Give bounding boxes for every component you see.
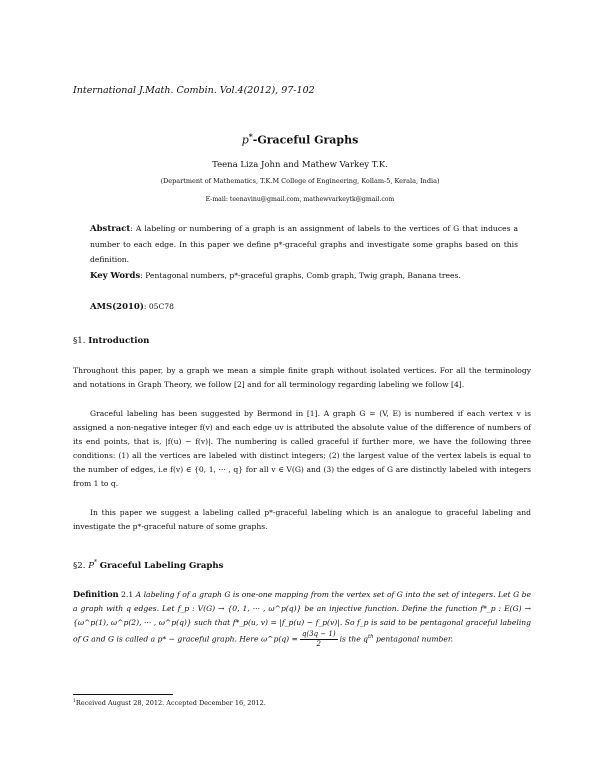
paragraph-1: Throughout this paper, by a graph we mean a simple finite graph without isolated vertices. For all the terminology and notations in Graph Theory, we follow [2] and for all terminology regarding labeling we follow [4]. <box>73 366 531 389</box>
paper-title <box>0 132 600 147</box>
ams-classification <box>90 302 174 312</box>
journal-header: International J.Math. Combin. Vol.4(2012), 97-102 <box>73 85 315 96</box>
pentagonal-fraction <box>300 630 338 649</box>
keywords <box>90 268 518 284</box>
title-sup: * <box>248 132 253 141</box>
paragraph-3-text: In this paper we suggest a labeling called p*-graceful labeling which is an analogue to graceful labeling and investigate the p*-graceful nature of some graphs. <box>73 508 531 531</box>
definition-number: 2.1 <box>121 590 134 599</box>
paragraph-3 <box>73 506 531 534</box>
definition-text-2: is the q <box>339 634 369 644</box>
definition-2-1 <box>73 587 531 649</box>
fraction-numerator: q(3q − 1) <box>301 630 336 639</box>
section1-number: §1. <box>73 336 86 346</box>
authors: Teena Liza John and Mathew Varkey T.K. <box>212 160 388 170</box>
section1-title: Introduction <box>88 336 150 346</box>
abstract-label: Abstract <box>90 224 131 234</box>
keywords-label: Key Words <box>90 271 141 281</box>
definition-sup: th <box>368 634 374 640</box>
ams-label: AMS(2010) <box>90 302 144 312</box>
abstract-text: : A labeling or numbering of a graph is an assignment of labels to the vertices of G that induces a number to each edge. In this paper we define p*-graceful graphs and investigate some graphs based on this definition. <box>90 224 518 264</box>
section-heading-2 <box>73 559 224 571</box>
paragraph-2 <box>73 407 531 491</box>
title-p: p <box>241 133 249 147</box>
footnote <box>73 699 266 707</box>
definition-text-1: A labeling f of a graph G is one-one mapping from the vertex set of G into the set of integers. Let G be a graph with q edges. Let f_p : V(G) → {0, 1, ··· , ω^p(q)} be an injective function. Define the function f*_p : E(G) → {ω^p(1), ω^p(2), ··· , ω^p(q)} such that f*_p(u, v) = |f_p(u) − f_p(v)|. So f_p is said to be pentagonal graceful labeling of G and G is called a p* − graceful graph. Here ω^p(q) = <box>73 590 531 644</box>
paragraph-2-text: Graceful labeling has been suggested by Bermond in [1]. A graph G = (V, E) is numbered if each vertex v is assigned a non-negative integer f(v) and each edge uv is attributed the absolute value of the difference of numbers of its end points, that is, |f(u) − f(v)|. The numbering is called graceful if further more, we have the following three conditions: (1) all the vertices are labeled with distinct integers; (2) the largest value of the vertex labels is equal to the number of edges, i.e f(v) ∈ {0, 1, ··· , q} for all v ∈ V(G) and (3) the edges of G are distinctly labeled with integers from 1 to q. <box>73 409 531 488</box>
section2-title: Graceful Labeling Graphs <box>99 560 224 571</box>
footnote-mark: 1 <box>73 699 76 704</box>
fraction-denominator: 2 <box>316 640 321 649</box>
abstract <box>90 221 518 267</box>
keywords-text: : Pentagonal numbers, p*-graceful graphs, Comb graph, Twig graph, Banana trees. <box>140 271 461 280</box>
section2-p: P <box>88 560 95 571</box>
section-heading-1 <box>73 336 149 346</box>
email: E-mail: teenavinu@gmail.com, mathewvarkeytk@gmail.com <box>205 196 395 203</box>
definition-label: Definition <box>73 589 119 599</box>
footnote-text: Received August 28, 2012. Accepted December 16, 2012. <box>75 699 266 708</box>
footnote-rule <box>73 694 173 695</box>
ams-text: : 05C78 <box>143 302 174 311</box>
section2-number: §2. <box>73 560 86 571</box>
definition-text-3: pentagonal number. <box>376 634 454 644</box>
title-rest: -Graceful Graphs <box>252 133 359 147</box>
section2-sup: * <box>94 559 98 566</box>
department: (Department of Mathematics, T.K.M College of Engineering, Kollam-5, Kerala, India) <box>160 177 440 185</box>
